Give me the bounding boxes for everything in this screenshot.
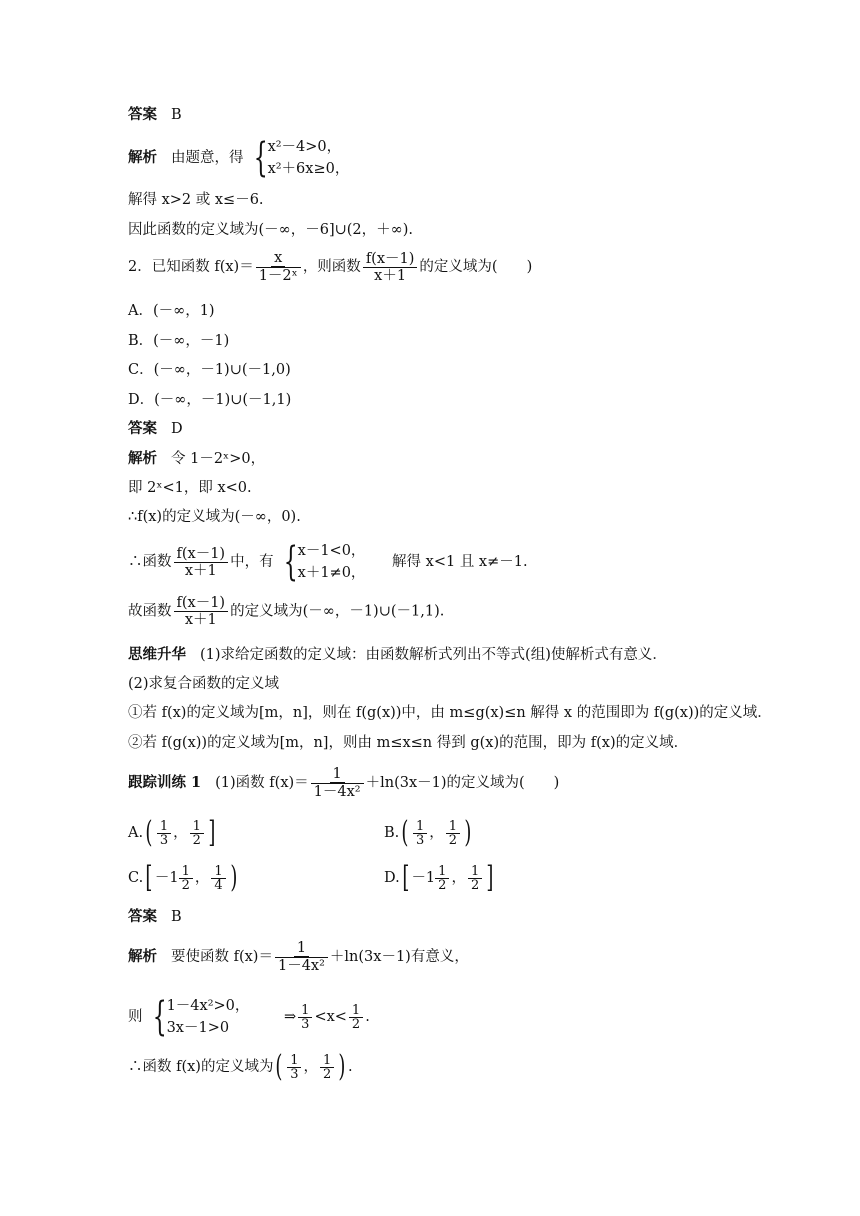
answer-label: 答案 [128, 106, 157, 123]
text-line: ∴函数 f(x)的定义域为( $\frac{1}{3}$ ， $\frac{1}{2}$ ) . [128, 1049, 353, 1084]
fraction-denominator: 2 [470, 877, 480, 893]
answer-label: 答案 [128, 908, 157, 925]
fraction-numerator: f(x－1) [174, 595, 229, 612]
question-text: 2．已知函数 f(x)＝ [128, 259, 254, 275]
fraction-numerator: 1 [190, 820, 204, 834]
fraction-numerator: 1 [320, 1054, 334, 1068]
summary-text: (1)求给定函数的定义域：由函数解析式列出不等式(组)使解析式有意义． [200, 647, 667, 663]
question-text: 的定义域为( ) [419, 259, 533, 275]
fraction-numerator: 1 [287, 1054, 301, 1068]
text-line: 解得 x>2 或 x≤－6. [128, 192, 264, 208]
implies-sign: ⇒ [284, 1009, 297, 1025]
text-span: ∴函数 [128, 554, 172, 570]
text-span: 故函数 [128, 603, 172, 620]
fraction [298, 1004, 312, 1031]
fraction [435, 865, 449, 892]
analysis-label: 解析 [128, 149, 157, 166]
fraction [287, 1054, 301, 1081]
summary-line-2: (2)求复合函数的定义域 [128, 676, 280, 692]
option-letter: D. [384, 870, 400, 886]
exercise-text: ＋ln(3x－1)的定义域为( ) [365, 775, 560, 791]
question-text: ，则函数 [302, 259, 361, 275]
fraction [320, 1054, 334, 1081]
fraction [413, 820, 427, 847]
fraction-numerator: 1 [413, 820, 427, 834]
answer-value: B [171, 909, 182, 925]
fraction-numerator: 1 [179, 865, 193, 879]
fraction-numerator: 1 [468, 865, 482, 879]
inequality-system: { x－1<0， x＋1≠0， [283, 539, 366, 585]
text-span: <x< [314, 1009, 347, 1025]
fraction-denominator: 2 [351, 1016, 361, 1032]
fraction-denominator: 2 [192, 832, 201, 848]
text-line: ∴f(x)的定义域为(－∞，0). [128, 509, 301, 525]
inequality-system: { x²－4>0， x²＋6x≥0， [253, 135, 350, 181]
fraction [211, 865, 225, 892]
text-line [128, 995, 370, 1039]
analysis-text: ＋ln(3x－1)有意义， [329, 949, 469, 965]
analysis-text: 由题意，得 [171, 150, 244, 166]
fraction-numerator: 1 [446, 820, 460, 834]
fraction-denominator: 3 [301, 1016, 310, 1032]
period: . [347, 1059, 353, 1075]
answer-line-2 [128, 420, 183, 438]
comma: ， [429, 825, 444, 841]
option-c: C.[ －1 $\frac{1}{2}$ ， $\frac{1}{4}$ ) [128, 860, 238, 895]
period: . [365, 1009, 370, 1025]
fraction [275, 940, 328, 974]
analysis-text: 要使函数 f(x)＝ [171, 949, 273, 965]
fraction-numerator: 1 [298, 1004, 312, 1018]
option-d: D.[ －1 $\frac{1}{2}$ ， $\frac{1}{2}$ ] [384, 860, 494, 895]
comma: ， [173, 825, 188, 841]
system-row-2: x²＋6x≥0， [267, 161, 350, 177]
exercise-label: 跟踪训练 1 [128, 774, 202, 791]
fraction [311, 766, 364, 800]
option-letter: B. [384, 825, 400, 841]
fraction-numerator: 1 [349, 1004, 363, 1018]
option-d: D．(－∞，－1)∪(－1,1) [128, 392, 292, 408]
fraction [179, 865, 193, 892]
text-span: 则 [128, 1009, 143, 1025]
text-span: 中，有 [230, 554, 274, 570]
text-line: 即 2ˣ<1，即 x<0. [128, 480, 252, 496]
summary-label: 思维升华 [128, 646, 186, 663]
fraction-numerator: f(x－1) [363, 251, 418, 268]
fraction-denominator: 3 [415, 832, 425, 848]
answer-line-1 [128, 106, 182, 124]
exercise-text: (1)函数 f(x)＝ [215, 775, 309, 791]
fraction [157, 820, 171, 847]
fraction-denominator: 1－4x² [275, 957, 328, 974]
fraction-numerator: f(x－1) [174, 546, 229, 563]
analysis-label: 解析 [128, 948, 157, 965]
fraction-denominator: 2 [322, 1066, 332, 1082]
analysis-label: 解析 [128, 450, 157, 467]
fraction-denominator: 1－2ˣ [256, 267, 301, 284]
option-b: B．(－∞，－1) [128, 333, 230, 349]
text-line [128, 540, 528, 584]
summary-line-4: ②若 f(g(x))的定义域为[m，n]，则由 m≤x≤n 得到 g(x)的范围，即为 f(x)的定义域． [128, 735, 689, 751]
option-a: A.( $\frac{1}{3}$ ， $\frac{1}{2}$ ] [128, 815, 216, 850]
answer-line-3 [128, 908, 182, 926]
fraction [446, 820, 460, 847]
fraction-denominator: x＋1 [184, 562, 217, 579]
analysis-text: 令 1－2ˣ>0， [171, 451, 266, 467]
system-row-2: x＋1≠0， [297, 565, 366, 581]
fraction-denominator: x＋1 [374, 267, 407, 284]
fraction-denominator: 2 [181, 877, 190, 893]
system-row-1: x－1<0， [297, 543, 366, 559]
fraction-numerator: 1 [435, 865, 449, 879]
option-a: A．(－∞，1) [128, 303, 215, 319]
fraction-denominator: x＋1 [184, 612, 217, 628]
fraction-denominator: 2 [438, 877, 447, 893]
fraction-numerator: 1 [157, 820, 171, 834]
answer-value: B [171, 107, 182, 123]
option-c: C．(－∞，－1)∪(－1,0) [128, 362, 291, 378]
summary-line-1 [128, 646, 667, 664]
option-letter: A. [128, 825, 144, 841]
system-row-2: 3x－1>0 [166, 1020, 230, 1036]
summary-line-3: ①若 f(x)的定义域为[m，n]，则在 f(g(x))中，由 m≤g(x)≤n 解得 x 的范围即为 f(g(x))的定义域． [128, 705, 772, 721]
option-b: B.( $\frac{1}{3}$ ， $\frac{1}{2}$ ) [384, 815, 472, 850]
fraction-denominator: 4 [214, 877, 223, 893]
minus-sign: －1 [154, 870, 179, 886]
analysis-line-1 [128, 136, 349, 180]
fraction-numerator: 1 [330, 766, 345, 783]
text-span: 解得 x<1 且 x≠－1. [392, 554, 528, 570]
inequality-system: { 1－4x²>0， 3x－1>0 [152, 994, 250, 1040]
system-row-1: 1－4x²>0， [166, 998, 250, 1014]
fraction [468, 865, 482, 892]
comma: ， [451, 870, 466, 886]
text-span: ∴函数 f(x)的定义域为 [128, 1059, 274, 1075]
text-span: 的定义域为(－∞，－1)∪(－1,1). [230, 603, 445, 620]
fraction [174, 546, 229, 579]
minus-sign: －1 [411, 870, 436, 886]
fraction-numerator: x [271, 250, 285, 267]
fraction [349, 1004, 363, 1031]
fraction [363, 251, 418, 284]
text-line: 因此函数的定义域为(－∞，－6]∪(2，＋∞). [128, 222, 413, 238]
answer-value: D [171, 421, 183, 437]
fraction [256, 250, 301, 284]
fraction-denominator: 1－4x² [311, 783, 364, 800]
system-row-1: x²－4>0， [267, 139, 342, 155]
fraction-denominator: 3 [290, 1066, 299, 1082]
exercise-line [128, 766, 559, 800]
fraction [174, 595, 229, 628]
analysis-line-2 [128, 450, 265, 468]
text-line [128, 595, 444, 628]
fraction-denominator: 3 [159, 832, 169, 848]
fraction [190, 820, 204, 847]
question-2 [128, 250, 532, 284]
comma: ， [194, 870, 210, 886]
fraction-numerator: 1 [211, 865, 225, 879]
option-letter: C. [128, 870, 144, 886]
comma: ， [303, 1059, 318, 1075]
fraction-numerator: 1 [294, 940, 309, 957]
answer-label: 答案 [128, 420, 157, 437]
analysis-line-3 [128, 940, 469, 974]
fraction-denominator: 2 [448, 832, 458, 848]
